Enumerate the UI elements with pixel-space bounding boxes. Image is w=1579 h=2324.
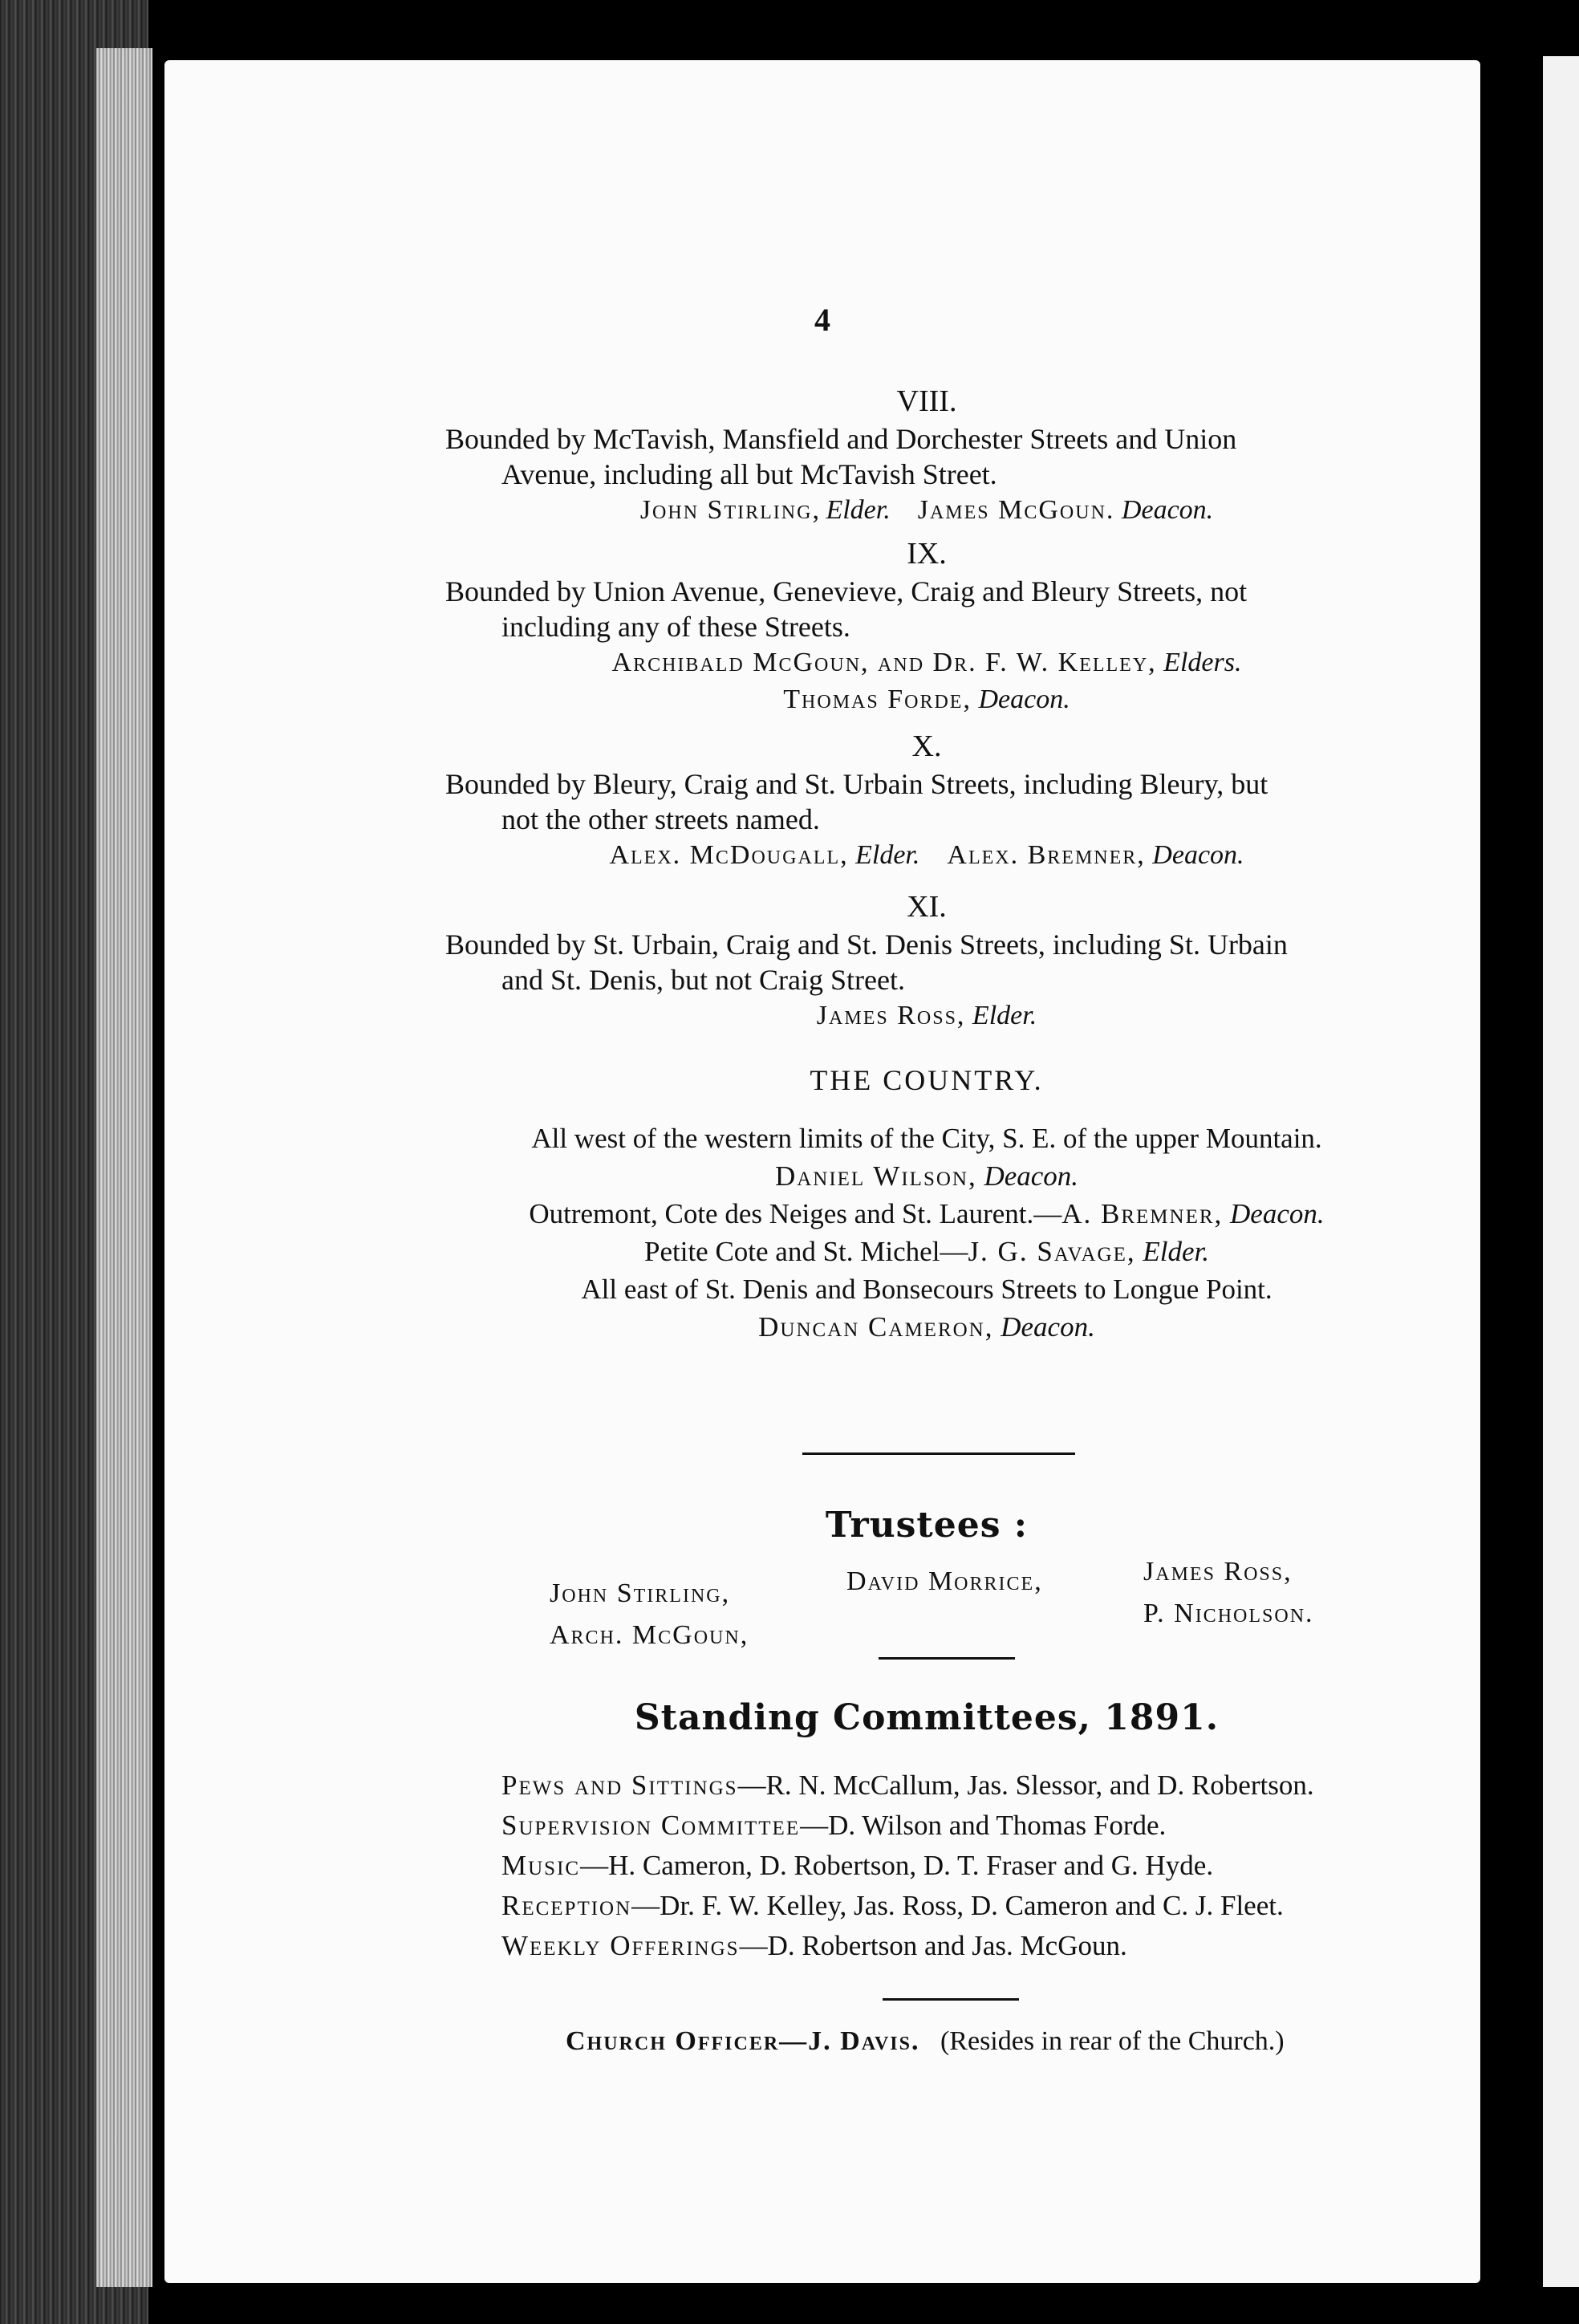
- officer-name: —J. Davis.: [779, 2026, 920, 2056]
- officer-role: Elder.: [1143, 1236, 1209, 1267]
- district-bounds: [445, 421, 1408, 492]
- officer-role: Deacon.: [1001, 1311, 1095, 1343]
- bounds-line-1: Bounded by Union Avenue, Genevieve, Craig and Bleury Streets, not: [445, 575, 1248, 607]
- committee-members: —Dr. F. W. Kelley, Jas. Ross, D. Cameron and C. J. Fleet.: [631, 1890, 1284, 1921]
- bounds-line-2: Avenue, including all but McTavish Street.: [501, 458, 997, 490]
- committee-members: —D. Robertson and Jas. McGoun.: [739, 1930, 1127, 1961]
- church-officer-line: [566, 2026, 1448, 2057]
- committee-name: Pews and Sittings: [501, 1769, 738, 1801]
- page-content: [164, 60, 1480, 2283]
- district-numeral: X.: [911, 729, 942, 763]
- committee-item: [501, 1806, 1464, 1846]
- trustee-name: John Stirling,: [550, 1578, 731, 1608]
- district-bounds: [445, 927, 1408, 997]
- officer-role: Deacon.: [1230, 1198, 1325, 1229]
- officer-name: Thomas Forde,: [783, 685, 972, 714]
- district-officers: John Stirling, Elder. James McGoun. Deacon.: [639, 495, 1214, 525]
- district-viii: [445, 381, 1408, 529]
- committees-list: [501, 1765, 1464, 1966]
- country-line-3: [445, 1195, 1408, 1233]
- officer-role: Elder.: [855, 840, 920, 870]
- district-bounds: [445, 574, 1408, 644]
- country-line-4: [445, 1233, 1408, 1270]
- officer-role: Deacon.: [1121, 495, 1214, 525]
- trustees-heading: Trustees :: [825, 1505, 1029, 1546]
- committee-name: Weekly Offerings: [501, 1930, 740, 1961]
- committee-item: [501, 1886, 1464, 1926]
- officer-role: Elder.: [826, 495, 891, 525]
- district-officers: [445, 997, 1408, 1034]
- trustee-name: P. Nicholson.: [1143, 1599, 1314, 1628]
- committee-members: —R. N. McCallum, Jas. Slessor, and D. Robertson.: [737, 1769, 1314, 1801]
- committee-members: —H. Cameron, D. Robertson, D. T. Fraser and G. Hyde.: [580, 1850, 1214, 1881]
- district-numeral: IX.: [907, 537, 947, 571]
- bounds-line-2: and St. Denis, but not Craig Street.: [501, 964, 905, 996]
- officer-label: Church Officer: [566, 2026, 780, 2056]
- district-bounds: [445, 766, 1408, 837]
- country-heading: THE COUNTRY.: [810, 1064, 1044, 1096]
- officer-role: Deacon.: [1152, 840, 1244, 870]
- committees-heading: Standing Committees, 1891.: [634, 1697, 1220, 1738]
- officer-names: Archibald McGoun, and Dr. F. W. Kelley,: [611, 648, 1157, 677]
- officer-role: Deacon.: [984, 1160, 1079, 1192]
- trustees-column-1: [550, 1573, 749, 1656]
- bounds-line-1: Bounded by St. Urbain, Craig and St. Denis Streets, including St. Urbain: [445, 928, 1288, 961]
- officer-role: Deacon.: [978, 685, 1070, 714]
- committee-item: [501, 1765, 1464, 1806]
- district-deacon: [445, 681, 1408, 718]
- committee-item: [501, 1846, 1464, 1886]
- trustees-column-3: [1143, 1551, 1314, 1635]
- district-elders: [445, 644, 1408, 681]
- right-margin-dark: [1515, 0, 1579, 2324]
- bounds-line-2: not the other streets named.: [501, 803, 820, 835]
- committee-item: [501, 1926, 1464, 1966]
- bounds-line-1: Bounded by McTavish, Mansfield and Dorchester Streets and Union: [445, 423, 1237, 455]
- divider-rule: [883, 1998, 1019, 2001]
- area-text: Petite Cote and St. Michel—: [644, 1236, 968, 1267]
- trustee-name: James Ross,: [1143, 1557, 1293, 1587]
- committee-name: Supervision Committee: [501, 1810, 801, 1841]
- officer-role: Elder.: [972, 1001, 1037, 1030]
- district-ix: [445, 534, 1408, 718]
- district-officers: [445, 837, 1408, 874]
- officer-name: Alex. McDougall,: [609, 840, 849, 870]
- officer-name: A. Bremner,: [1061, 1198, 1224, 1229]
- country-line-1: All west of the western limits of the City, S. E. of the upper Mountain.: [531, 1123, 1322, 1154]
- country-section: [445, 1063, 1408, 1346]
- committee-members: —D. Wilson and Thomas Forde.: [800, 1810, 1167, 1841]
- trustees-column-2: [846, 1561, 1043, 1603]
- country-line-5: All east of St. Denis and Bonsecours Streets to Longue Point.: [581, 1274, 1273, 1305]
- page-number: 4: [814, 302, 830, 338]
- district-xi: [445, 887, 1408, 1034]
- officer-name: J. G. Savage,: [968, 1236, 1136, 1267]
- district-x: [445, 726, 1408, 874]
- officer-name: Alex. Bremner,: [947, 840, 1146, 870]
- country-line-6: [445, 1308, 1408, 1346]
- trustee-name: David Morrice,: [846, 1566, 1043, 1596]
- committee-name: Music: [501, 1850, 581, 1881]
- district-numeral: XI.: [907, 890, 947, 924]
- page-stack-edge: [96, 48, 152, 2287]
- officer-note: (Resides in rear of the Church.): [940, 2026, 1285, 2056]
- country-line-2: [445, 1157, 1408, 1195]
- officer-name: James McGoun.: [917, 495, 1115, 525]
- officer-name: James Ross,: [816, 1001, 966, 1030]
- bounds-line-2: including any of these Streets.: [501, 611, 850, 643]
- officer-role: Elders.: [1163, 648, 1242, 677]
- document-page: [164, 60, 1480, 2283]
- area-text: Outremont, Cote des Neiges and St. Laurent.—: [529, 1198, 1062, 1229]
- officer-name: Daniel Wilson,: [774, 1160, 977, 1192]
- district-numeral: VIII.: [896, 384, 957, 418]
- trustee-name: Arch. McGoun,: [550, 1620, 749, 1650]
- divider-rule: [879, 1657, 1015, 1660]
- bounds-line-1: Bounded by Bleury, Craig and St. Urbain Streets, including Bleury, but: [445, 768, 1268, 800]
- officer-name: John Stirling: [639, 495, 813, 525]
- officer-name: Duncan Cameron,: [758, 1311, 994, 1343]
- committee-name: Reception: [501, 1890, 632, 1921]
- divider-rule: [802, 1452, 1075, 1455]
- next-page-edge: [1543, 56, 1579, 2287]
